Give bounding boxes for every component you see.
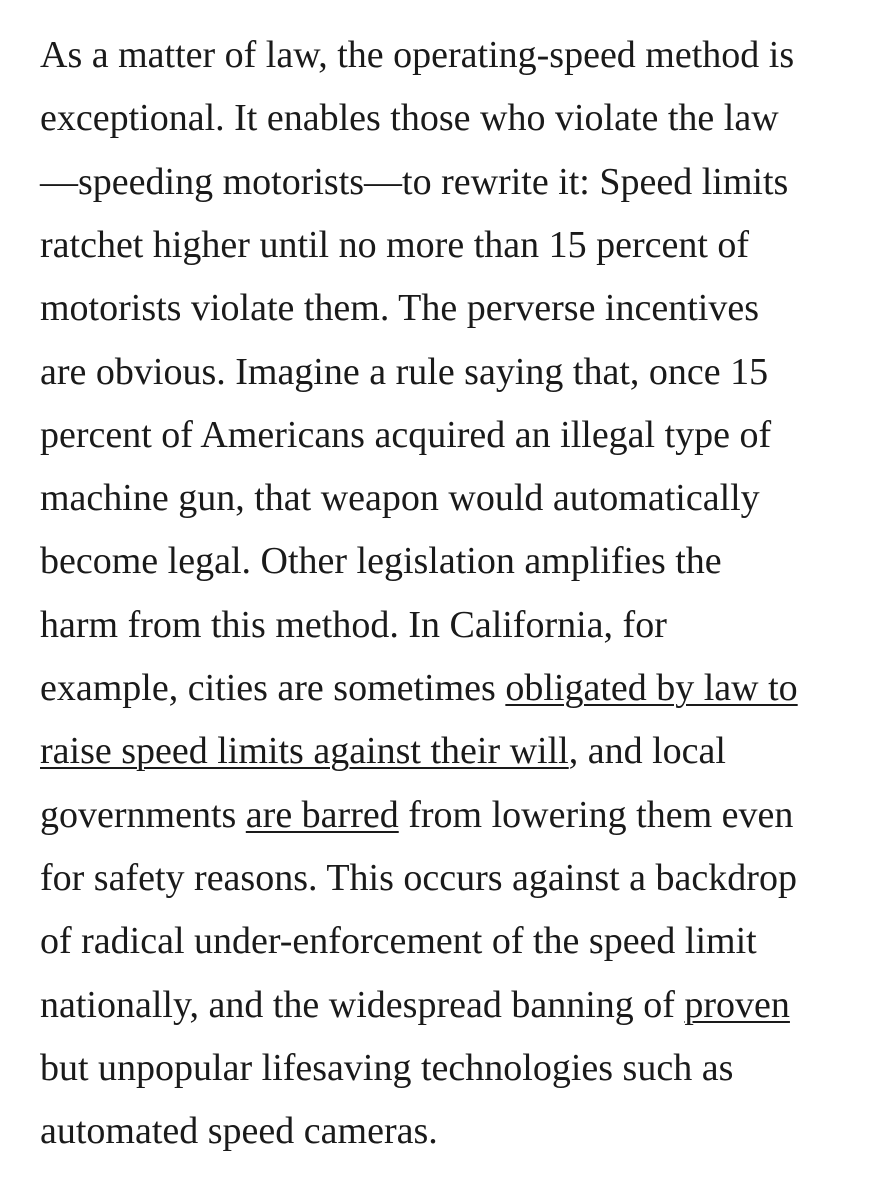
paragraph-line (40, 1037, 733, 1099)
paragraph-line (40, 720, 726, 782)
paragraph-line (40, 467, 760, 529)
text-run: , and local (568, 730, 726, 773)
paragraph-line (40, 657, 798, 719)
text-run: become legal. Other legislation amplifies the (40, 540, 722, 583)
text-run: governments (40, 793, 246, 836)
text-run: exceptional. It enables those who violate the law (40, 97, 779, 140)
paragraph-line (40, 24, 794, 86)
paragraph-line (40, 87, 779, 149)
text-run: of radical under-enforcement of the speed limit (40, 920, 757, 963)
text-run: for safety reasons. This occurs against a backdrop (40, 856, 797, 899)
inline-link[interactable]: proven (684, 983, 790, 1026)
paragraph-line (40, 910, 757, 972)
paragraph-line (40, 341, 768, 403)
text-run: As a matter of law, the operating-speed method is (40, 34, 795, 76)
paragraph-line (40, 974, 790, 1036)
text-run: machine gun, that weapon would automatically (40, 477, 760, 520)
inline-link[interactable]: obligated by law to (505, 667, 798, 709)
inline-link[interactable]: raise speed limits against their will (40, 730, 569, 773)
text-run: nationally, and the widespread banning of (40, 983, 685, 1026)
text-run: ratchet higher until no more than 15 percent of (40, 223, 750, 266)
text-run: are obvious. Imagine a rule saying that, once 15 (40, 350, 769, 393)
paragraph-line (40, 594, 667, 656)
paragraph-line (40, 784, 793, 846)
text-run: from lowering them even (398, 793, 794, 836)
text-run: percent of Americans acquired an illegal type of (40, 413, 772, 456)
paragraph-line (40, 1100, 438, 1162)
paragraph-line (40, 847, 797, 909)
paragraph-line (40, 151, 788, 213)
paragraph-line (40, 214, 749, 276)
text-run: —speeding motorists—to rewrite it: Speed limits (40, 160, 789, 203)
text-run: motorists violate them. The perverse incentives (40, 287, 759, 330)
text-run: harm from this method. In California, for (40, 603, 667, 646)
paragraph-line (40, 277, 759, 339)
paragraph-line (40, 404, 771, 466)
text-run: automated speed cameras. (40, 1110, 438, 1153)
inline-link[interactable]: are barred (245, 793, 399, 836)
text-run: example, cities are sometimes (40, 667, 506, 709)
paragraph-line (40, 530, 722, 592)
text-run: but unpopular lifesaving technologies such as (40, 1046, 734, 1089)
